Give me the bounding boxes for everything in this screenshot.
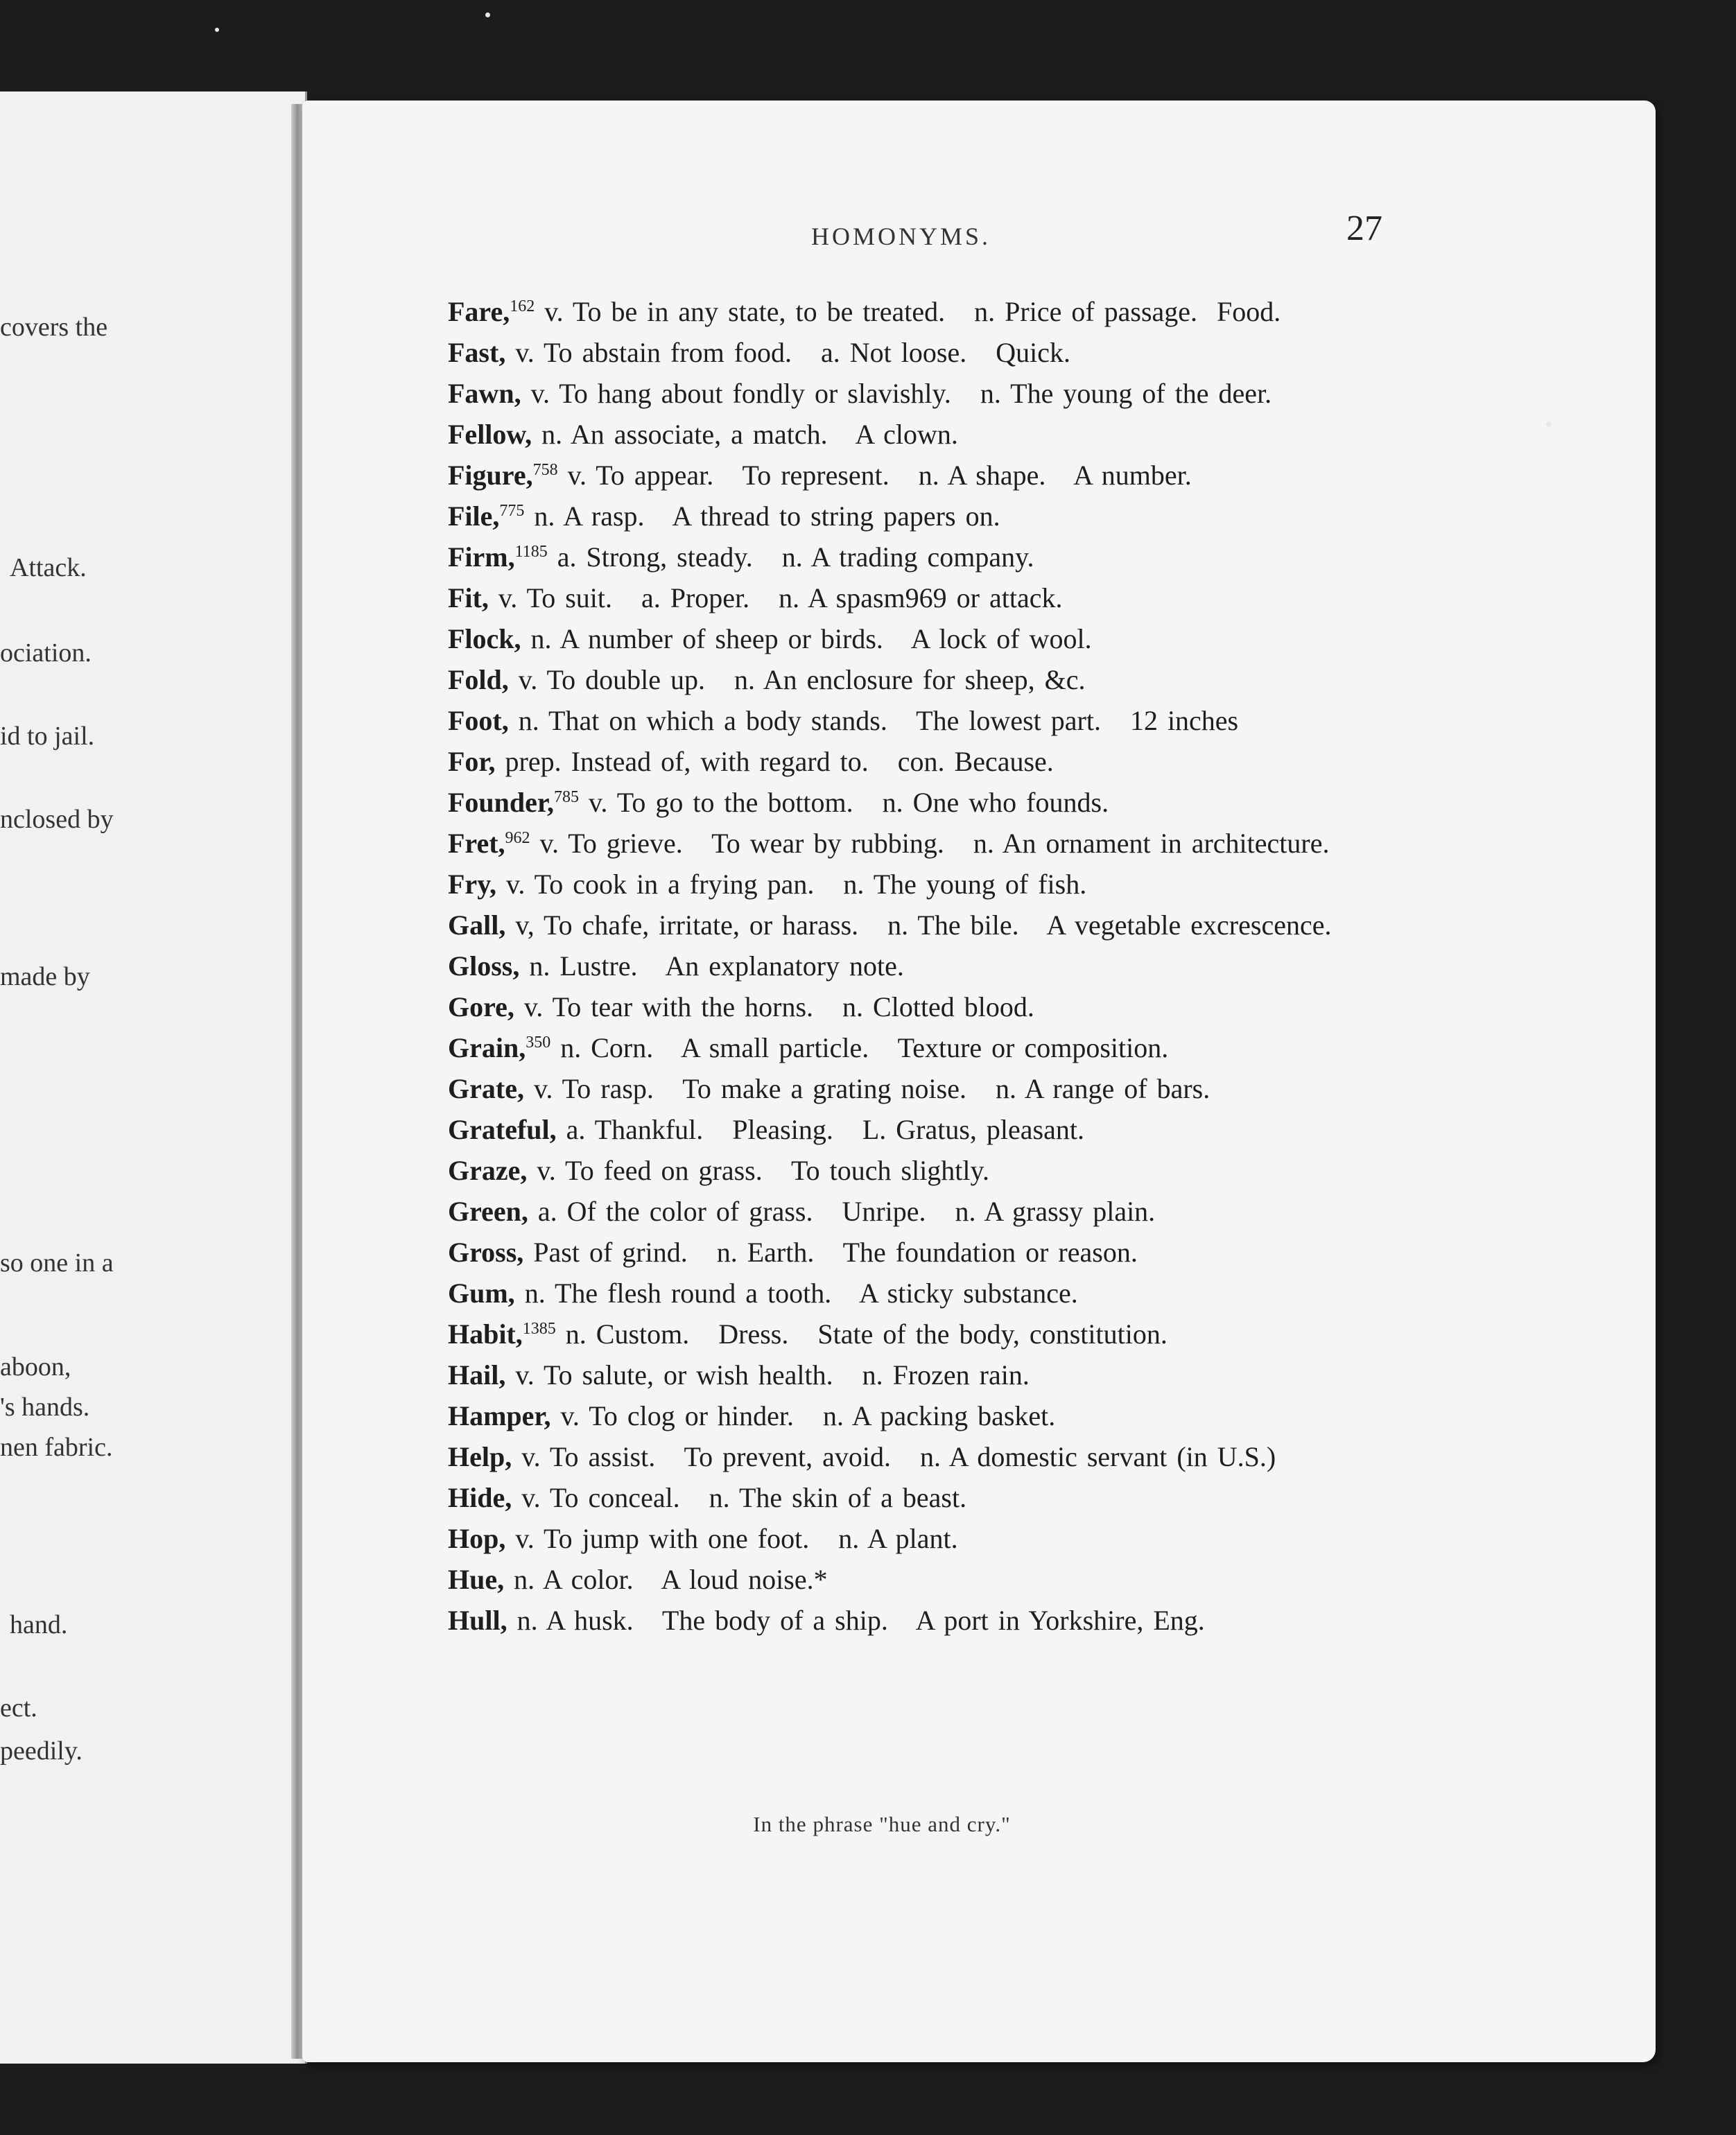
entry-headword: Help,	[448, 1441, 512, 1472]
entry-definition: n. A number of sheep or birds. A lock of wool.	[521, 623, 1092, 654]
homonym-entry	[448, 1559, 1418, 1600]
entry-definition: n. A rasp. A thread to string papers on.	[524, 500, 1000, 532]
homonym-entry	[448, 864, 1418, 905]
page-number: 27	[1346, 209, 1382, 248]
left-page-fragment: ect.	[0, 1693, 37, 1723]
left-page	[0, 92, 307, 2064]
left-page-fragment: Attack.	[10, 553, 87, 582]
homonym-entry	[448, 1109, 1418, 1150]
entry-definition: v. To salute, or wish health. n. Frozen rain.	[505, 1359, 1030, 1391]
dust-speck	[1546, 421, 1552, 427]
entry-headword: Hull,	[448, 1605, 507, 1636]
entry-definition: v. To rasp. To make a grating noise. n. A range of bars.	[523, 1073, 1210, 1104]
left-page-fragment: peedily.	[0, 1736, 83, 1766]
homonym-entry	[448, 1273, 1418, 1314]
entry-definition: v. To go to the bottom. n. One who founds.	[579, 787, 1109, 818]
entry-definition: a. Strong, steady. n. A trading company.	[547, 541, 1034, 573]
left-page-fragment: ociation.	[0, 638, 92, 668]
homonym-entry	[448, 1600, 1418, 1641]
entry-definition: v. To double up. n. An enclosure for sheep, &c.	[508, 664, 1086, 695]
entry-headword: Fellow,	[448, 419, 532, 450]
entry-definition: n. Custom. Dress. State of the body, constitution.	[555, 1318, 1168, 1350]
homonym-entry	[448, 618, 1418, 659]
homonym-entry	[448, 1232, 1418, 1273]
left-page-fragment: nen fabric.	[0, 1433, 113, 1462]
entry-headword: Gall,	[448, 909, 506, 941]
entry-headword: Hop,	[448, 1523, 506, 1554]
left-page-fragment: nclosed by	[0, 805, 114, 834]
entry-definition: v. To abstain from food. a. Not loose. Quick.	[505, 337, 1070, 368]
entry-definition: a. Thankful. Pleasing. L. Gratus, pleasant.	[556, 1114, 1084, 1145]
entry-headword: Habit,	[448, 1318, 523, 1350]
homonym-entry	[448, 1518, 1418, 1559]
entry-definition: v, To chafe, irritate, or harass. n. The bile. A vegetable excrescence.	[505, 909, 1332, 941]
homonym-entry	[448, 1068, 1418, 1109]
entry-definition: v. To suit. a. Proper. n. A spasm969 or attack.	[488, 582, 1063, 613]
entry-definition: v. To clog or hinder. n. A packing basket.	[550, 1400, 1056, 1431]
entry-headword: Flock,	[448, 623, 521, 654]
entry-definition: n. A color. A loud noise.*	[504, 1564, 828, 1595]
entry-headword: Firm,	[448, 541, 515, 573]
entry-definition: n. The flesh round a tooth. A sticky substance.	[514, 1278, 1078, 1309]
entry-definition: n. A husk. The body of a ship. A port in Yorkshire, Eng.	[507, 1605, 1205, 1636]
left-page-fragment: id to jail.	[0, 722, 95, 751]
homonym-entry	[448, 741, 1418, 782]
homonym-entry	[448, 1314, 1418, 1354]
entry-headword: Hue,	[448, 1564, 505, 1595]
entry-reference-number: 1185	[514, 543, 548, 561]
entry-reference-number: 1385	[522, 1320, 556, 1338]
entry-definition: a. Of the color of grass. Unripe. n. A grassy plain.	[528, 1196, 1156, 1227]
entry-reference-number: 962	[505, 829, 530, 847]
entry-headword: Fast,	[448, 337, 506, 368]
entry-headword: Grate,	[448, 1073, 524, 1104]
entry-headword: Founder,	[448, 787, 555, 818]
entry-headword: Graze,	[448, 1155, 528, 1186]
entry-definition: Past of grind. n. Earth. The foundation or reason.	[523, 1237, 1138, 1268]
entry-headword: File,	[448, 500, 500, 532]
left-page-fragment: covers the	[0, 313, 108, 342]
entry-definition: v. To jump with one foot. n. A plant.	[505, 1523, 958, 1554]
homonym-entry	[448, 1395, 1418, 1436]
entry-headword: For,	[448, 746, 496, 777]
entry-definition: n. Lustre. An explanatory note.	[519, 950, 904, 982]
entry-headword: Grain,	[448, 1032, 526, 1063]
entry-headword: Fold,	[448, 664, 509, 695]
entry-reference-number: 350	[526, 1034, 551, 1052]
homonym-entry	[448, 291, 1418, 332]
entry-headword: Hail,	[448, 1359, 506, 1391]
entry-headword: Foot,	[448, 705, 509, 736]
entry-headword: Grateful,	[448, 1114, 557, 1145]
entry-headword: Gum,	[448, 1278, 515, 1309]
homonym-entry	[448, 1027, 1418, 1068]
homonym-entry	[448, 782, 1418, 823]
dust-speck	[485, 12, 490, 17]
footnote: In the phrase "hue and cry."	[753, 1812, 1011, 1836]
left-page-fragment: aboon,	[0, 1352, 71, 1382]
entry-definition: n. That on which a body stands. The lowest part. 12 inches	[508, 705, 1239, 736]
entry-headword: Fret,	[448, 828, 505, 859]
entry-definition: v. To be in any state, to be treated. n. Price of passage. Food.	[535, 296, 1281, 327]
entry-headword: Fry,	[448, 869, 496, 900]
homonym-entry	[448, 414, 1418, 455]
entry-definition: v. To assist. To prevent, avoid. n. A domestic servant (in U.S.)	[512, 1441, 1276, 1472]
homonym-entry	[448, 1436, 1418, 1477]
entry-definition: v. To tear with the horns. n. Clotted blood.	[514, 991, 1034, 1022]
homonym-entry	[448, 1477, 1418, 1518]
left-page-fragment: so one in a	[0, 1248, 114, 1278]
homonym-entry	[448, 1191, 1418, 1232]
entry-headword: Fit,	[448, 582, 489, 613]
running-head: HOMONYMS.	[811, 223, 991, 250]
homonym-entry	[448, 659, 1418, 700]
homonym-entry	[448, 373, 1418, 414]
entry-headword: Hamper,	[448, 1400, 551, 1431]
homonym-entry	[448, 1150, 1418, 1191]
entry-definition: v. To cook in a frying pan. n. The young of fish.	[496, 869, 1087, 900]
homonym-entry	[448, 537, 1418, 577]
entry-headword: Fawn,	[448, 378, 521, 409]
homonym-entry	[448, 496, 1418, 537]
left-page-fragment: hand.	[10, 1610, 68, 1639]
entry-definition: v. To grieve. To wear by rubbing. n. An ornament in architecture.	[530, 828, 1330, 859]
entry-headword: Figure,	[448, 460, 533, 491]
homonym-entry	[448, 823, 1418, 864]
entry-reference-number: 785	[554, 788, 580, 806]
entry-headword: Gross,	[448, 1237, 524, 1268]
entry-reference-number: 162	[510, 297, 535, 315]
homonym-entries-list	[448, 291, 1418, 1641]
entry-reference-number: 775	[499, 502, 525, 520]
entry-definition: n. Corn. A small particle. Texture or composition.	[550, 1032, 1169, 1063]
entry-headword: Green,	[448, 1196, 528, 1227]
dust-speck	[215, 28, 219, 32]
entry-headword: Gore,	[448, 991, 514, 1022]
entry-reference-number: 758	[532, 461, 558, 479]
entry-definition: v. To hang about fondly or slavishly. n. The young of the deer.	[521, 378, 1272, 409]
left-page-fragment: made by	[0, 962, 90, 991]
homonym-entry	[448, 577, 1418, 618]
homonym-entry	[448, 1354, 1418, 1395]
entry-headword: Gloss,	[448, 950, 520, 982]
entry-definition: n. An associate, a match. A clown.	[532, 419, 958, 450]
entry-definition: v. To conceal. n. The skin of a beast.	[512, 1482, 967, 1513]
homonym-entry	[448, 332, 1418, 373]
left-page-fragment: 's hands.	[0, 1393, 90, 1422]
homonym-entry	[448, 946, 1418, 986]
homonym-entry	[448, 905, 1418, 946]
entry-definition: v. To feed on grass. To touch slightly.	[527, 1155, 989, 1186]
homonym-entry	[448, 986, 1418, 1027]
entry-headword: Hide,	[448, 1482, 512, 1513]
homonym-entry	[448, 455, 1418, 496]
entry-definition: prep. Instead of, with regard to. con. Because.	[495, 746, 1054, 777]
entry-definition: v. To appear. To represent. n. A shape. A number.	[557, 460, 1192, 491]
homonym-entry	[448, 700, 1418, 741]
entry-headword: Fare,	[448, 296, 510, 327]
